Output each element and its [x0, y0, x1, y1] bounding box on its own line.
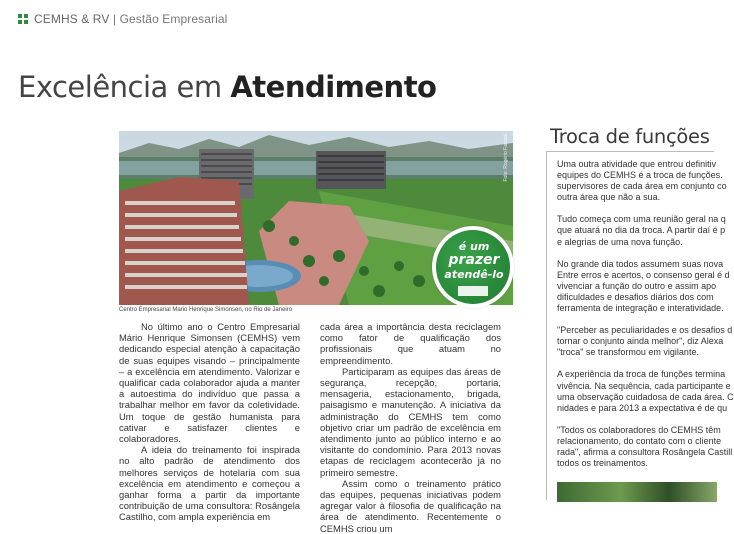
brand-badge	[432, 226, 514, 308]
page-header	[18, 12, 227, 26]
sidebar-line: outra área que não a sua.	[557, 192, 661, 203]
sidebar-line: dificuldades e desafios diários dos com	[557, 291, 714, 302]
sidebar-photo	[557, 482, 717, 502]
badge-circle	[436, 230, 510, 304]
sidebar-title: Troca de funções	[550, 125, 710, 148]
sidebar-line: "Perceber as peculiaridades e os desafios d	[557, 325, 733, 336]
sidebar-line: Entre erros e acertos, o consenso geral é d	[557, 269, 730, 280]
sidebar-line: equipes do CEMHS é a troca de funções.	[557, 170, 723, 181]
sidebar-paragraph	[557, 325, 733, 358]
paragraph: Participaram as equipes das áreas de segurança, recepção, portaria, mensageria, estacionamento, brigada, paisagismo e manutenção. A iniciativa da administração do CEMHS tem como objetivo criar um padrão de excelência em atendimento junto ao público interno e ao visitante do condomínio. Para 2013 novas etapas de reciclagem acontecerão já no primeiro semestre.	[320, 365, 501, 478]
paragraph: A ideia do treinamento foi inspirada no alto padrão de atendimento dos melhores serviços de hotelaria com sua excelência em atendimento e começou a ganhar forma a partir da importante contribuição de uma consultora: Rosângela Castilho, com ampla experiência em	[119, 444, 300, 523]
sidebar-paragraph	[557, 214, 727, 247]
sidebar-line: nidades e para 2013 a expectativa é de qu	[557, 402, 728, 413]
sidebar-box	[546, 151, 734, 500]
sidebar-line: relacionamento, do contato com o cliente	[557, 435, 722, 446]
sidebar-line: e alegrias de uma nova função.	[557, 236, 683, 247]
photo-caption: Centro Empresarial Mario Henrique Simonsen, no Rio de Janeiro	[119, 307, 293, 313]
sidebar-line: que atuará no dia da troca. A partir daí é p	[557, 225, 726, 236]
cemhs-logo-icon	[458, 286, 488, 296]
sidebar-line: vivenciar a função do outro e assim apo	[557, 280, 717, 291]
sidebar-paragraph	[557, 258, 730, 314]
sidebar-text	[557, 159, 734, 480]
sidebar-line: "Todos os colaboradores do CEMHS têm	[557, 424, 721, 435]
sidebar-line: rada", afirma a consultora Rosângela Castill	[557, 446, 733, 457]
header-section: CEMHS & RV	[34, 12, 110, 26]
sidebar-paragraph	[557, 424, 733, 469]
article-title	[18, 70, 436, 104]
title-light: Excelência em	[18, 70, 231, 104]
sidebar-line: Uma outra atividade que entrou definitiv	[557, 159, 717, 169]
header-label: CEMHS & RV | Gestão Empresarial	[34, 12, 228, 26]
sidebar-line: uma observação cuidadosa de cada área. C	[557, 391, 734, 402]
sidebar-line: No grande dia todos assumem suas nova	[557, 258, 724, 269]
sidebar-line: tornar o conjunto ainda melhor", diz Alexa	[557, 336, 724, 347]
badge-line-1: é um	[458, 240, 490, 253]
sidebar-line: "troca" se transformou em vigilante.	[557, 347, 699, 358]
title-bold: Atendimento	[230, 70, 437, 104]
sidebar-line: ferramenta de integração e interatividade.	[557, 303, 724, 314]
badge-line-3: atendê-lo	[444, 268, 504, 281]
sidebar-line: supervisores de cada área em conjunto co	[557, 181, 727, 192]
sidebar-paragraph	[557, 369, 734, 413]
sidebar-line: vivência. Na sequência, cada participante e	[557, 380, 731, 391]
paragraph: Assim como o treinamento prático das equipes, pequenas iniciativas podem agregar valor à filosofia de qualificação na área de atendimento. Recentemente o CEMHS criou um	[320, 477, 501, 534]
sidebar-line: Tudo começa com uma reunião geral na q	[557, 214, 726, 225]
badge-line-2: prazer	[448, 252, 500, 268]
article-column-2	[320, 321, 501, 534]
photo-credit: Foto: Rogério Faissal	[503, 134, 509, 182]
sidebar-line: A experiência da troca de funções termina	[557, 369, 726, 380]
sidebar-line: todos os treinamentos.	[557, 458, 649, 469]
paragraph: No último ano o Centro Empresarial Mário Henrique Simonsen (CEMHS) vem dedicando especial atenção à capacitação de suas equipes visando – principalmente – a excelência em atendimento. Valorizar e qualificar cada colaborador ajuda a manter a autoestima do indivíduo que passa a trabalhar melhor em favor da coletividade. Um toque de gestão humanista para cativar e satisfazer clientes e colaboradores.	[119, 321, 300, 445]
sidebar-paragraph	[557, 159, 727, 203]
article-column-1	[119, 321, 300, 523]
grid-dots-icon	[18, 14, 28, 24]
header-subtitle: Gestão Empresarial	[119, 12, 228, 26]
paragraph: cada área a importância desta reciclagem como fator de qualificação dos profissionais que atuam no empreendimento.	[320, 321, 501, 366]
